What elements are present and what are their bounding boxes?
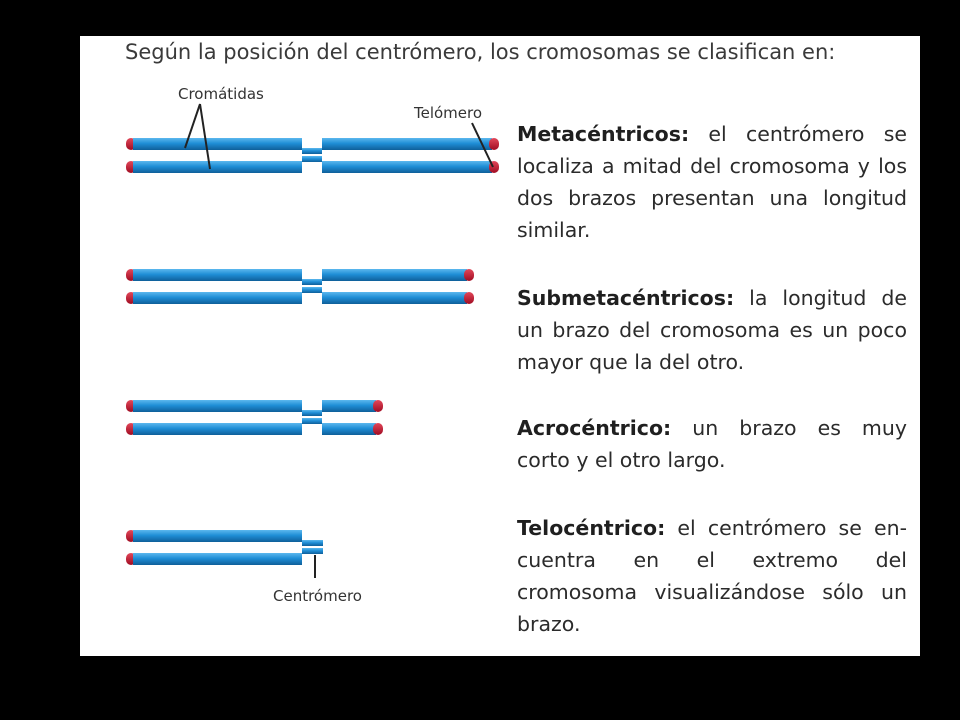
centromere	[302, 540, 323, 546]
centromere	[302, 156, 322, 162]
intro-text: Según la posición del centrómero, los cromosomas se clasifican en:	[125, 40, 836, 64]
centromere	[302, 418, 322, 424]
telocentric-chromosome	[126, 530, 323, 565]
type-term: Submetacéntricos:	[517, 286, 735, 310]
metacentric-chromosome	[126, 138, 499, 173]
telomere-label: Telómero	[414, 104, 483, 122]
type-text: el centrómero se en-cuentra en el extremo del cromosoma visualizándose sólo un brazo.	[517, 516, 907, 636]
telocentric-description	[517, 512, 907, 640]
telomere	[489, 138, 499, 150]
chromatid-arm	[322, 138, 492, 150]
centromere	[302, 148, 322, 154]
centromere-label: Centrómero	[273, 587, 362, 605]
type-term: Telocéntrico:	[517, 516, 666, 540]
content-panel	[80, 36, 920, 656]
submetacentric-chromosome	[126, 269, 474, 304]
chromatid-arm	[322, 292, 467, 304]
chromatids-label: Cromátidas	[178, 85, 264, 103]
chromatid-arm	[133, 292, 302, 304]
chromatid-arm	[133, 138, 302, 150]
chromatids-pointer	[185, 104, 210, 169]
type-term: Metacéntricos:	[517, 122, 690, 146]
acrocentric-description	[517, 412, 907, 476]
chromatid-arm	[322, 161, 492, 173]
chromatid-arm	[133, 530, 302, 542]
chromatid-arm	[322, 400, 376, 412]
centromere	[302, 548, 323, 554]
chromatid-arm	[322, 423, 376, 435]
centromere	[302, 410, 322, 416]
type-term: Acrocéntrico:	[517, 416, 672, 440]
type-text: un brazo es muy corto y el otro largo.	[517, 416, 907, 472]
centromere	[302, 287, 322, 293]
acrocentric-chromosome	[126, 400, 383, 435]
chromatid-arm	[133, 553, 302, 565]
telomere	[373, 423, 383, 435]
type-text: la longitud de un brazo del cromosoma es un poco mayor que la del otro.	[517, 286, 907, 374]
metacentric-description	[517, 118, 907, 246]
submetacentric-description	[517, 282, 907, 378]
telomere	[464, 292, 474, 304]
chromatid-arm	[133, 423, 302, 435]
chromatid-arm	[322, 269, 467, 281]
type-text: el centrómero se localiza a mitad del cromosoma y los dos brazos presentan una longitud similar.	[517, 122, 907, 242]
chromatid-arm	[133, 161, 302, 173]
telomere	[373, 400, 383, 412]
centromere	[302, 279, 322, 285]
chromatid-arm	[133, 269, 302, 281]
telomere	[464, 269, 474, 281]
chromatid-arm	[133, 400, 302, 412]
